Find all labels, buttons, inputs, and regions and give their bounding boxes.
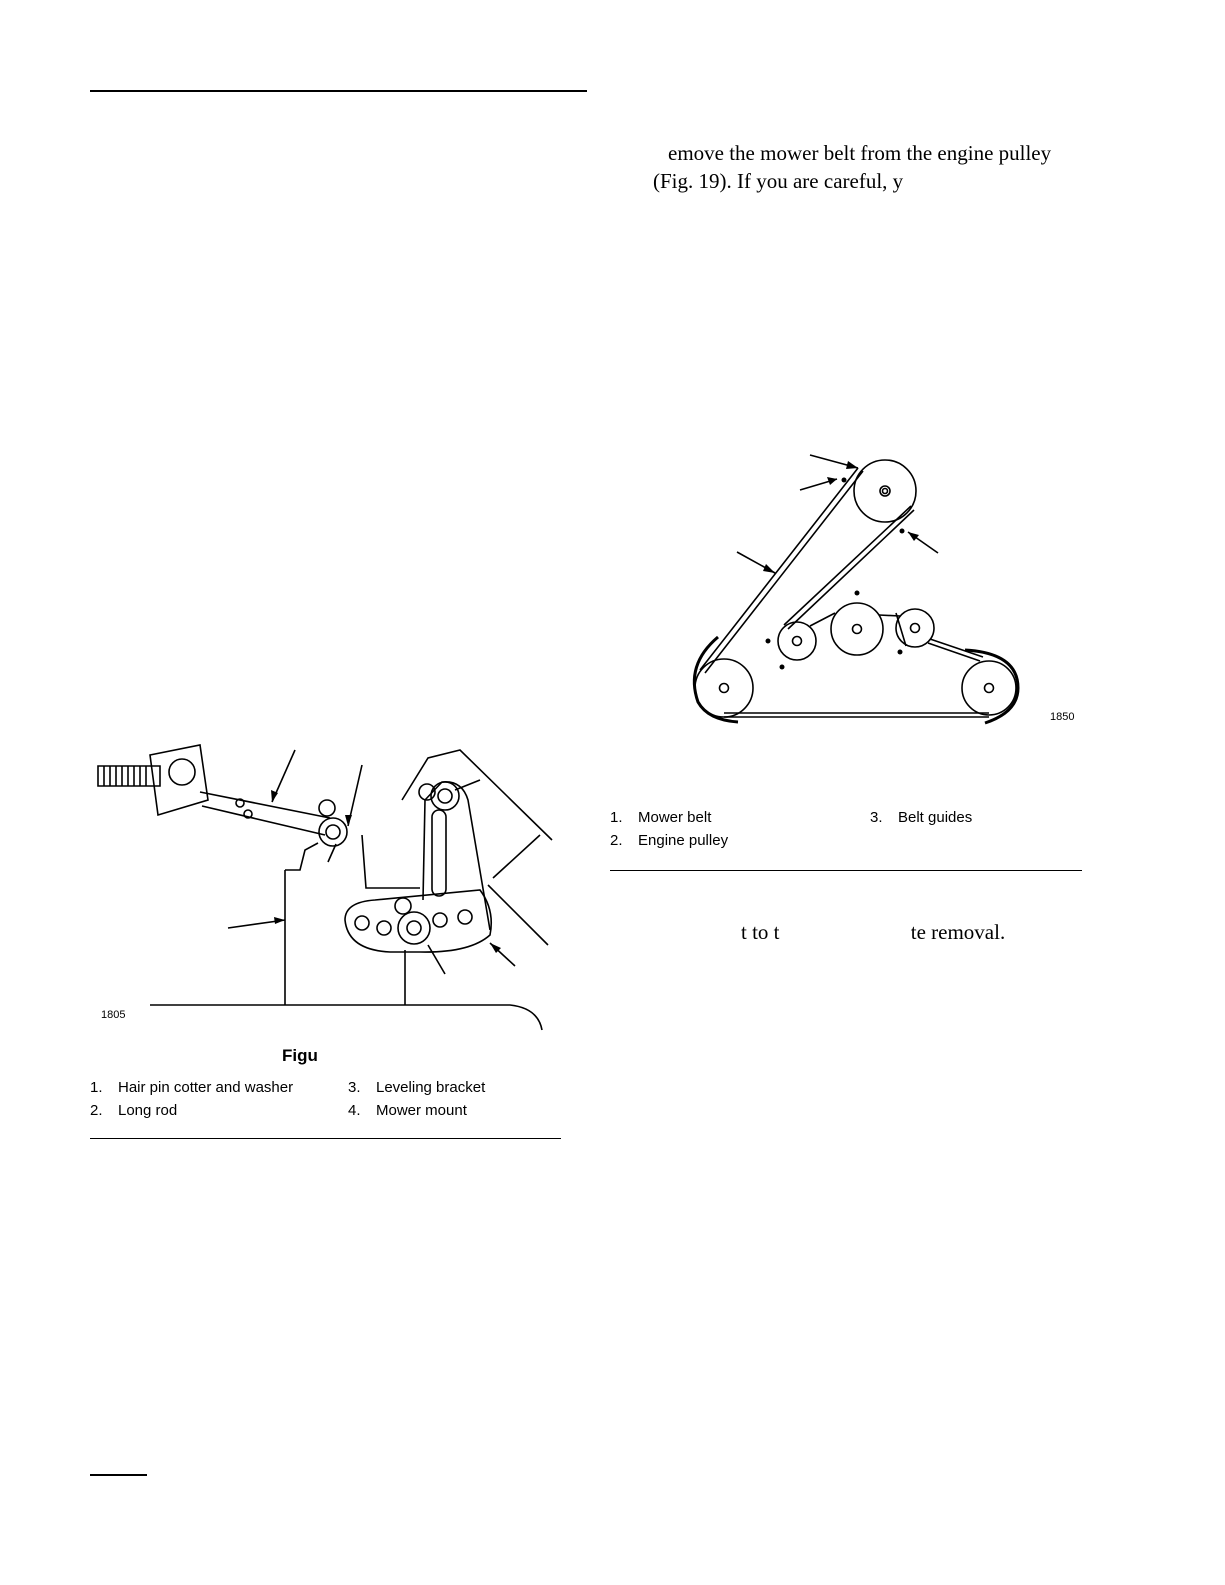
mount-figure-number: 1805 <box>101 1009 126 1021</box>
mower-mount-diagram <box>90 740 560 1040</box>
legend-item-belt-guides: 3. Belt guides <box>870 809 973 826</box>
top-left-rule <box>90 90 587 92</box>
belt-routing-diagram <box>680 440 1080 730</box>
legend-item-long-rod: 2. Long rod <box>90 1102 178 1119</box>
legend-item-engine-pulley: 2. Engine pulley <box>610 832 729 849</box>
legend-item-hair-pin: 1. Hair pin cotter and washer <box>90 1079 294 1096</box>
paragraph-remove-belt-line1: emove the mower belt from the engine pulley <box>668 141 1052 165</box>
paragraph-remove-belt-line2: (Fig. 19). If you are careful, y <box>653 169 904 193</box>
mount-figure-caption: Figu <box>282 1046 318 1065</box>
legend-item-mower-belt: 1. Mower belt <box>610 809 712 826</box>
belt-legend-rule <box>610 870 1082 871</box>
footer-short-rule <box>90 1474 147 1476</box>
mount-legend-rule <box>90 1138 561 1139</box>
legend-item-mower-mount: 4. Mower mount <box>348 1102 467 1119</box>
belt-figure-number: 1850 <box>1050 711 1075 723</box>
legend-item-leveling-bracket: 3. Leveling bracket <box>348 1079 486 1096</box>
paragraph-removal: t to t te removal. <box>741 920 1006 944</box>
